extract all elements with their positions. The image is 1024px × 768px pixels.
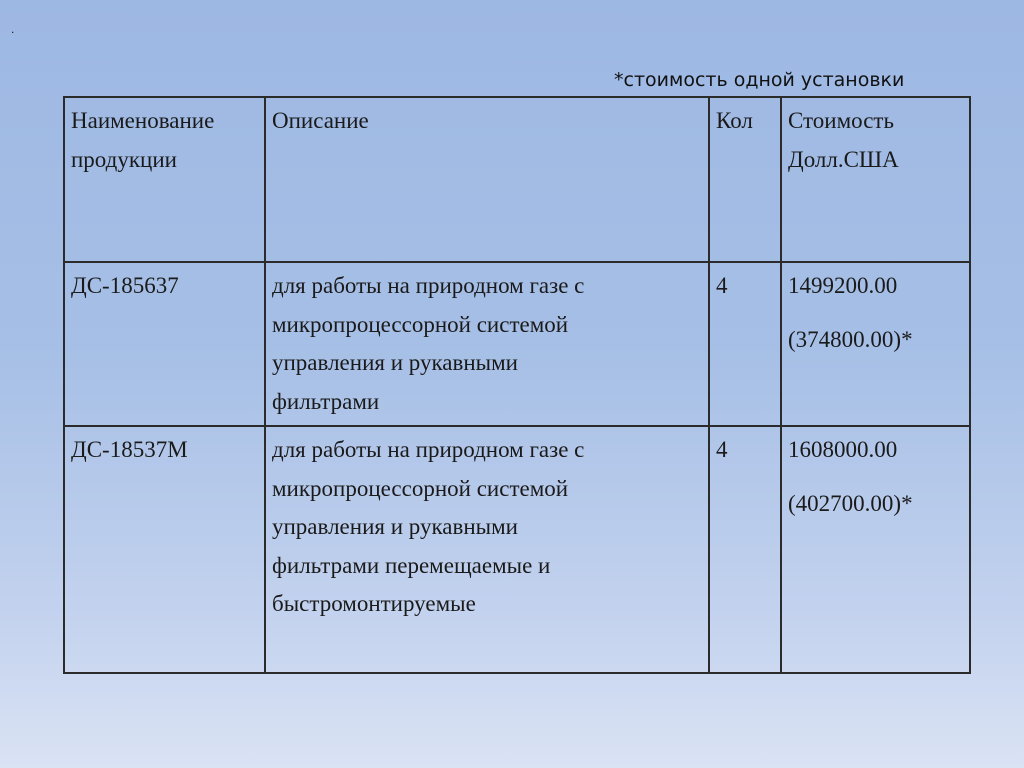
header-cost (781, 97, 970, 262)
description-line: управления и рукавными (272, 350, 518, 376)
quantity-value: 4 (716, 437, 728, 462)
description-cell (265, 426, 709, 673)
description-line: для работы на природном газе с (272, 273, 585, 298)
description-line: для работы на природном газе с (272, 437, 585, 462)
cost-total: 1608000.00 (788, 437, 898, 462)
description-line: быстромонтируемые (272, 591, 476, 617)
product-name: ДС-185637 (71, 273, 179, 298)
cost-total: 1499200.00 (788, 273, 898, 298)
header-description-label: Описание (272, 108, 369, 133)
product-name-cell (64, 426, 265, 673)
cost-per-unit: (374800.00)* (788, 326, 913, 352)
unit-price-note: *стоимость одной установки (614, 69, 905, 91)
cost-per-unit: (402700.00)* (788, 490, 913, 516)
table-row (64, 262, 970, 426)
header-cost-line-1: Стоимость (788, 108, 894, 133)
quantity-cell (709, 262, 781, 426)
header-cost-line-2: Долл.США (788, 146, 899, 172)
description-cell (265, 262, 709, 426)
corner-mark: . (11, 22, 15, 36)
price-table (63, 96, 971, 674)
quantity-cell (709, 426, 781, 673)
description-line: фильтрами перемещаемые и (272, 552, 551, 578)
header-product-name (64, 97, 265, 262)
description-line: управления и рукавными (272, 514, 518, 540)
header-quantity (709, 97, 781, 262)
description-line: микропроцессорной системой (272, 311, 569, 337)
cost-cell (781, 262, 970, 426)
header-product-name-line-2: продукции (71, 146, 177, 172)
table-header-row (64, 97, 970, 262)
header-product-name-line-1: Наименование (71, 108, 215, 133)
quantity-value: 4 (716, 273, 728, 298)
cost-cell (781, 426, 970, 673)
table-row (64, 426, 970, 673)
header-description (265, 97, 709, 262)
header-quantity-label: Кол (716, 108, 753, 133)
product-name-cell (64, 262, 265, 426)
product-name: ДС-18537М (71, 437, 188, 462)
description-line: микропроцессорной системой (272, 475, 569, 501)
description-line: фильтрами (272, 388, 380, 414)
